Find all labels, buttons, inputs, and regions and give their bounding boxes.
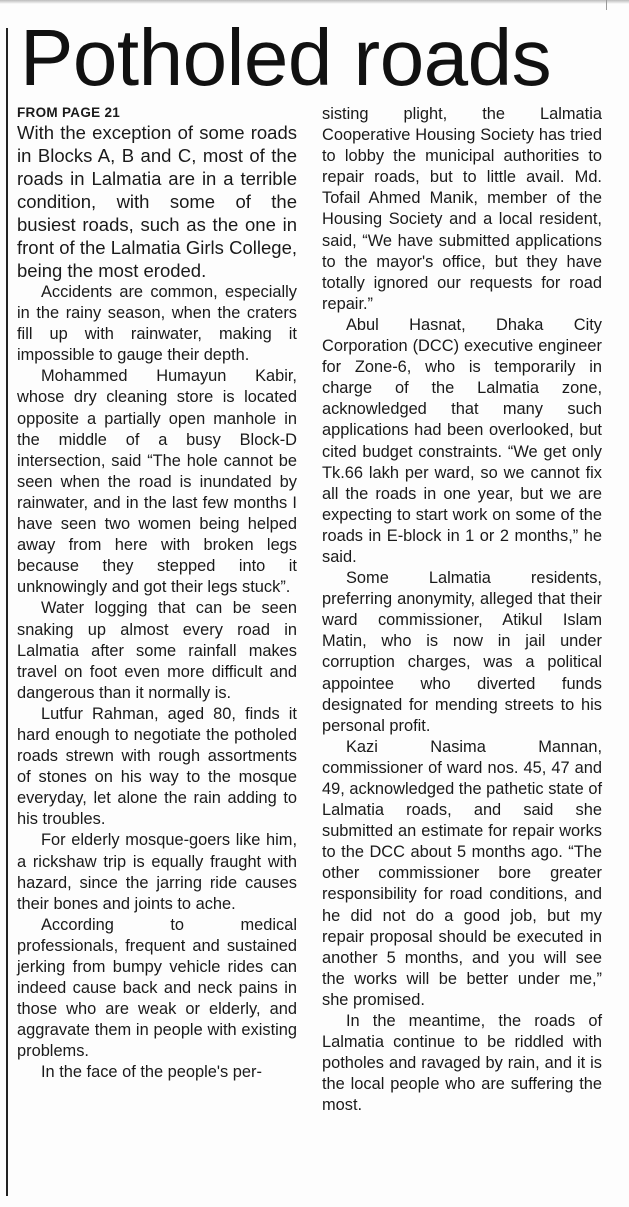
paragraph: In the face of the people's per- xyxy=(41,1063,262,1082)
continued-from-label: FROM PAGE 21 xyxy=(17,105,121,120)
paragraph: Accidents are common, especially in the rainy season, when the craters fill up with rainwater, making it impossible to gauge their depth. xyxy=(17,283,297,365)
lead-paragraph: With the exception of some roads in Blocks A, B and C, most of the roads in Lalmatia are in a terrible condition, with some of the busiest roads, such as the one in front of the Lalmatia Girls College, being the most eroded. xyxy=(17,122,297,281)
paragraph: According to medical professionals, frequent and sustained jerking from bumpy vehicle rides can indeed cause back and neck pains in those who are weak or elderly, and aggravate them in people with existing problems. xyxy=(17,915,297,1061)
paragraph: Abul Hasnat, Dhaka City Corporation (DCC) executive engineer for Zone-6, who is temporarily in charge of the Lalmatia zone, acknowledged that many such applications had been overlooked, but cited budget constraints. “We get only Tk.66 lakh per ward, so we cannot fix all the roads in one year, but we are expecting to start work on some of the roads in E-block in 1 or 2 months,” he said. xyxy=(322,315,602,566)
article-column-left xyxy=(17,104,297,1084)
corner-rule xyxy=(606,0,623,10)
paragraph: Water logging that can be seen snaking up almost every road in Lalmatia after some rainfall makes travel on foot even more difficult and dangerous than it normally is. xyxy=(17,599,297,702)
paragraph: Kazi Nasima Mannan, commissioner of ward nos. 45, 47 and 49, acknowledged the pathetic state of Lalmatia roads, and said she submitted an estimate for repair works to the DCC about 5 months ago. “The other commissioner bore greater responsibility for road conditions, and he did not do a good job, but my repair proposal should be executed in another 5 months, and you will see the works will be better under me,” she promised. xyxy=(322,737,602,1009)
column-rule-left xyxy=(6,28,8,1196)
paragraph: Lutfur Rahman, aged 80, finds it hard enough to negotiate the potholed roads strewn with rough assortments of stones on his way to the mosque everyday, let alone the rain adding to his troubles. xyxy=(17,704,297,829)
article-column-right xyxy=(322,104,602,1117)
paragraph: Mohammed Humayun Kabir, whose dry cleaning store is located opposite a partially open manhole in the middle of a busy Block-D intersection, said “The hole cannot be seen when the road is inundated by rainwater, and in the last few months I have seen two women being helped away from here with broken legs because they stepped into it unknowingly and got their legs stuck”. xyxy=(17,367,297,597)
paragraph: sisting plight, the Lalmatia Cooperative Housing Society has tried to lobby the municipal authorities to repair roads, but to little avail. Md. Tofail Ahmed Manik, member of the Housing Society and a local resident, said, “We have submitted applications to the mayor's office, but they have totally ignored our requests for road repair.” xyxy=(322,105,602,313)
top-edge-shadow xyxy=(0,0,629,4)
headline: Potholed roads xyxy=(20,13,552,102)
paragraph: For elderly mosque-goers like him, a rickshaw trip is equally fraught with hazard, since the jarring ride causes their bones and joints to ache. xyxy=(17,831,297,913)
paragraph: In the meantime, the roads of Lalmatia continue to be riddled with potholes and ravaged by rain, and it is the local people who are suffering the most. xyxy=(322,1012,602,1115)
paragraph: Some Lalmatia residents, preferring anonymity, alleged that their ward commissioner, Atikul Islam Matin, who is now in jail under corruption charges, was a political appointee who diverted funds designated for mending streets to his personal profit. xyxy=(322,569,602,735)
